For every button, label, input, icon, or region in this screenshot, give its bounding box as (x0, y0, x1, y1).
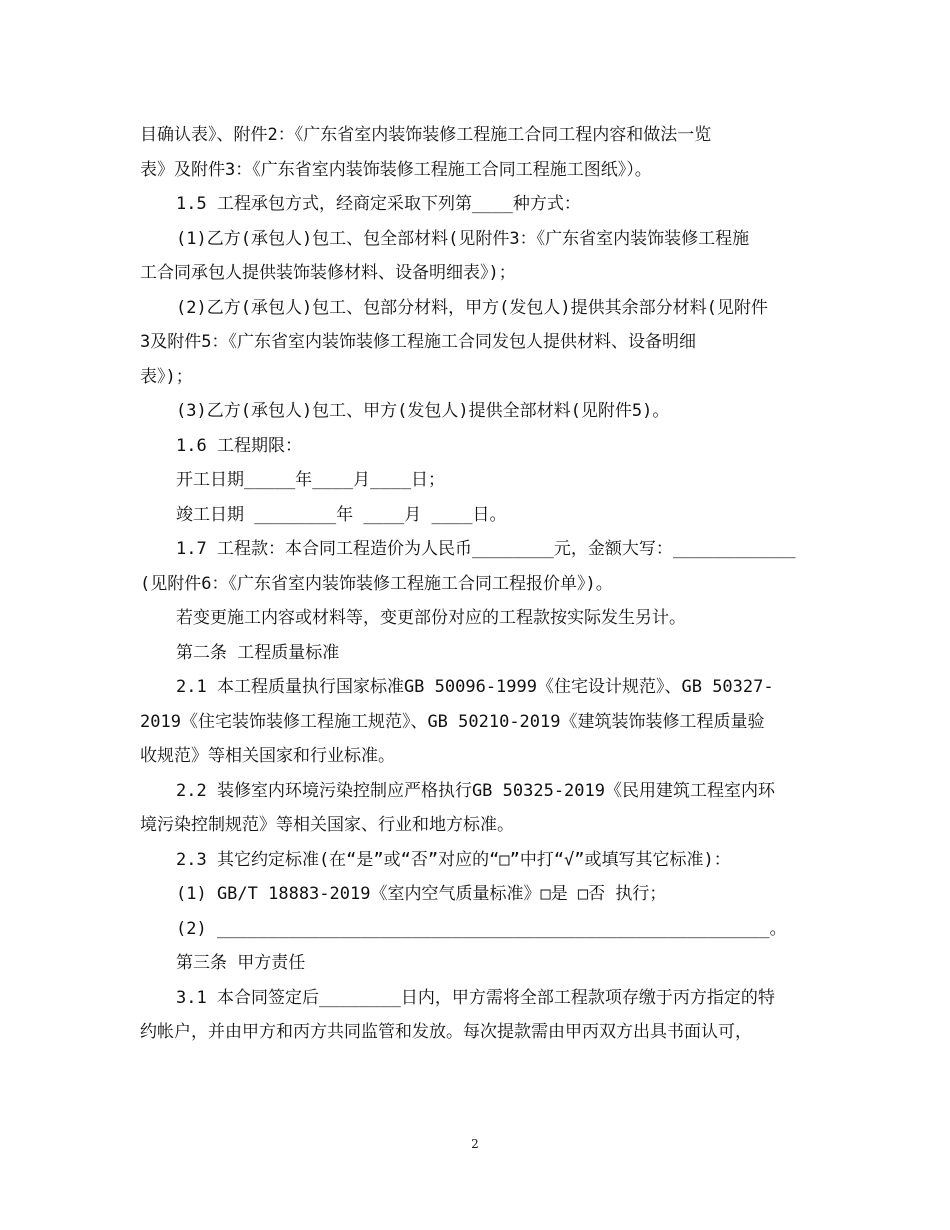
text-line: 第三条 甲方责任 (176, 953, 306, 973)
text-line: 收规范》等相关国家和行业标准。 (140, 746, 395, 766)
text-line: (1) GB/T 18883-2019《室内空气质量标准》□是 □否 执行； (176, 884, 667, 904)
page-number: 2 (471, 1137, 479, 1151)
text-line: (见附件6：《广东省室内装饰装修工程施工合同工程报价单》)。 (140, 573, 613, 594)
text-line: (2) ______________________________________________________。 (176, 918, 787, 939)
text-line: 目确认表》、附件2：《广东省室内装饰装修工程施工合同工程内容和做法一览 (140, 125, 712, 145)
text-line: 1.7 工程款：本合同工程造价为人民币________元，金额大写：____________ (176, 539, 796, 559)
text-line: 工合同承包人提供装饰装修材料、设备明细表》)； (140, 263, 516, 283)
text-line: 境污染控制规范》等相关国家、行业和地方标准。 (140, 815, 514, 835)
text-line: (1)乙方(承包人)包工、包全部材料(见附件3：《广东省室内装饰装修工程施 (176, 228, 750, 249)
text-line: 2019《住宅装饰装修工程施工规范》、GB 50210-2019《建筑装饰装修工程质量验 (140, 711, 765, 732)
text-line: 表》及附件3：《广东省室内装饰装修工程施工合同工程施工图纸》）。 (140, 159, 652, 180)
text-line: 3及附件5：《广东省室内装饰装修工程施工合同发包人提供材料、设备明细 (140, 332, 696, 352)
text-line: 2.1 本工程质量执行国家标准GB 50096-1999《住宅设计规范》、GB 50327- (176, 677, 774, 697)
text-line: 2.3 其它约定标准(在“是”或“否”对应的“□”中打“√”或填写其它标准)： (176, 849, 731, 870)
text-line: 约帐户，并由甲方和丙方共同监管和发放。每次提款需由甲丙双方出具书面认可， (140, 1022, 752, 1042)
text-line: 开工日期_____年____月____日； (176, 470, 446, 490)
text-line: 2.2 装修室内环境污染控制应严格执行GB 50325-2019《民用建筑工程室内环 (176, 780, 775, 801)
text-line: 3.1 本合同签定后________日内，甲方需将全部工程款项存缴于丙方指定的特 (176, 987, 775, 1008)
text-line: 若变更施工内容或材料等，变更部份对应的工程款按实际发生另计。 (176, 608, 686, 628)
text-line: (2)乙方(承包人)包工、包部分材料，甲方(发包人)提供其余部分材料(见附件 (176, 297, 768, 318)
text-line: 1.5 工程承包方式，经商定采取下列第____种方式： (176, 194, 581, 214)
document-body (140, 118, 812, 1050)
text-line: 表》)； (140, 366, 193, 387)
text-line: 竣工日期 ________年 ____月 ____日。 (176, 504, 507, 525)
text-line: (3)乙方(承包人)包工、甲方(发包人)提供全部材料(见附件5)。 (176, 401, 670, 421)
text-line: 第二条 工程质量标准 (176, 642, 340, 663)
text-line: 1.6 工程期限： (176, 435, 302, 456)
